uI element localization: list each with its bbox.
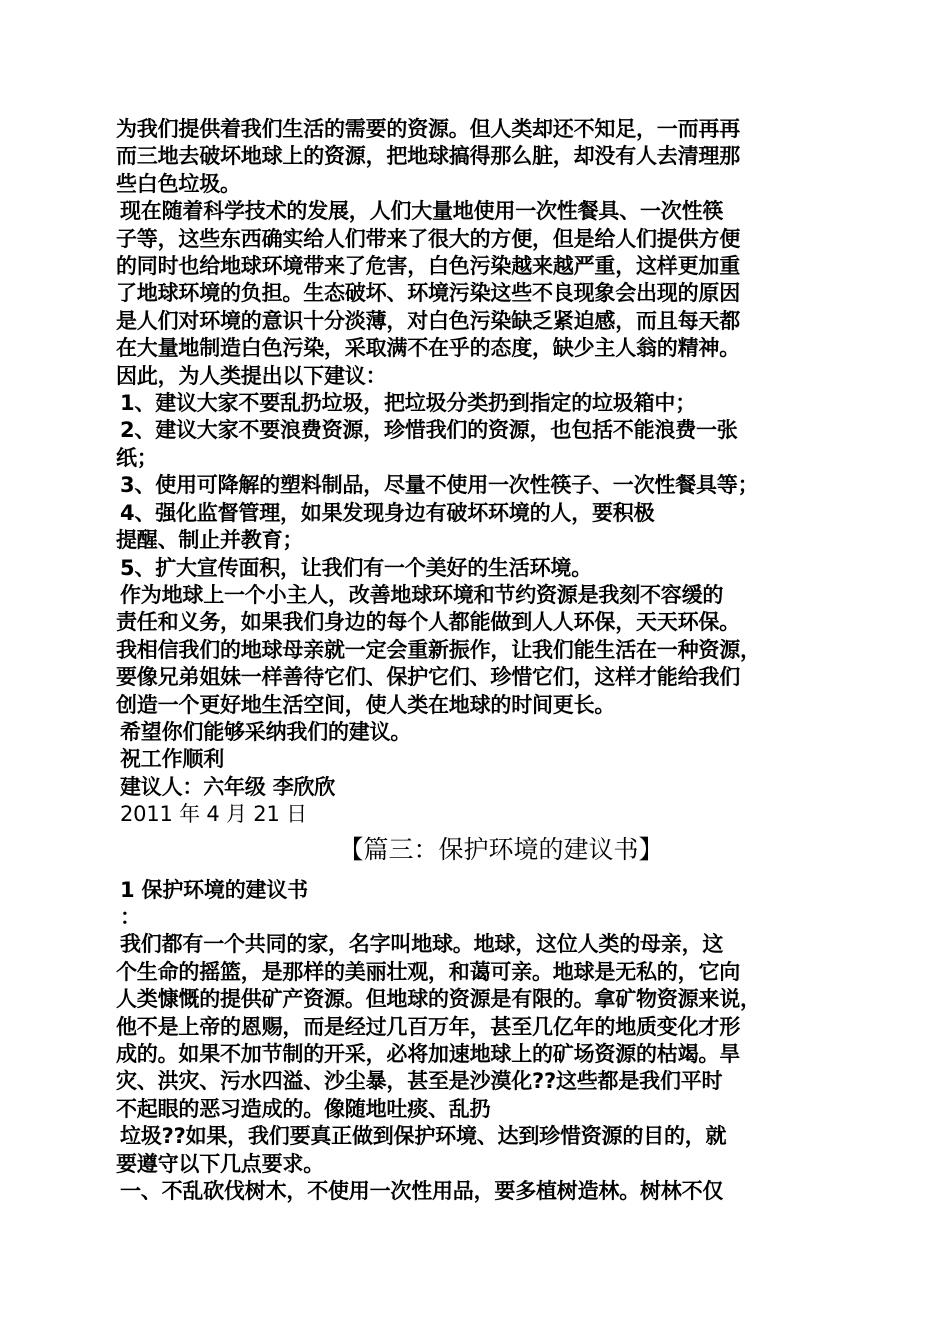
text-line: 子等，这些东西确实给人们带来了很大的方便，但是给人们提供方便 xyxy=(116,226,740,251)
section-2 xyxy=(116,877,846,1206)
text-line: 纸； xyxy=(116,445,158,470)
section-heading: 【篇三：保护环境的建议书】 xyxy=(338,834,664,864)
text-line: 因此，为人类提出以下建议： xyxy=(116,363,387,388)
suggestion-4: 4、强化监督管理，如果发现身边有破坏环境的人，要积极 xyxy=(120,500,655,525)
text-line: 作为地球上一个小主人，改善地球环境和节约资源是我刻不容缓的 xyxy=(120,582,724,607)
text-line: 创造一个更好地生活空间，使人类在地球的时间更长。 xyxy=(116,692,616,717)
text-line: 是人们对环境的意识十分淡薄，对白色污染缺乏紧迫感，而且每天都 xyxy=(116,308,740,333)
text-line: 不起眼的恶习造成的。像随地吐痰、乱扔 xyxy=(116,1096,491,1121)
suggestion-1: 1、建议大家不要乱扔垃圾，把垃圾分类扔到指定的垃圾箱中； xyxy=(120,391,697,416)
text-line: 而三地去破坏地球上的资源，把地球搞得那么脏，却没有人去清理那 xyxy=(116,144,740,169)
suggestion-3: 3、使用可降解的塑料制品，尽量不使用一次性筷子、一次性餐具等； xyxy=(120,473,759,498)
text-line: 他不是上帝的恩赐，而是经过几百万年，甚至几亿年的地质变化才形 xyxy=(116,1014,740,1039)
text-line: 些白色垃圾。 xyxy=(116,171,241,196)
text-line: 成的。如果不加节制的开采，必将加速地球上的矿场资源的枯竭。旱 xyxy=(116,1042,740,1066)
text-line: 要遵守以下几点要求。 xyxy=(116,1151,324,1176)
text-line: 了地球环境的负担。生态破坏、环境污染这些不良现象会出现的原因 xyxy=(116,281,740,306)
text-line: 的同时也给地球环境带来了危害，白色污染越来越严重，这样更加重 xyxy=(116,254,740,279)
text-line: 现在随着科学技术的发展，人们大量地使用一次性餐具、一次性筷 xyxy=(120,199,724,224)
text-line: 人类慷慨的提供矿产资源。但地球的资源是有限的。拿矿物资源来说， xyxy=(116,987,761,1012)
section-1 xyxy=(116,116,846,829)
text-line: 为我们提供着我们生活的需要的资源。但人类却还不知足，一而再再 xyxy=(116,117,740,141)
closing-line: 希望你们能够采纳我们的建议。 xyxy=(120,719,412,744)
text-line: 我相信我们的地球母亲就一定会重新振作，让我们能生活在一种资源， xyxy=(116,637,761,662)
signature-line: 建议人：六年级 李欣欣 xyxy=(120,774,336,799)
text-line: 灾、洪灾、污水四溢、沙尘暴，甚至是沙漠化??这些都是我们平时 xyxy=(116,1069,723,1094)
suggestion-2: 2、建议大家不要浪费资源，珍惜我们的资源，也包括不能浪费一张 xyxy=(120,418,738,443)
text-line: 提醒、制止并教育； xyxy=(116,528,304,553)
document-page xyxy=(116,116,846,1205)
letter-title: 1 保护环境的建议书 xyxy=(120,877,308,902)
closing-wish: 祝工作顺利 xyxy=(120,747,224,772)
text-line: 我们都有一个共同的家，名字叫地球。地球，这位人类的母亲，这 xyxy=(120,932,724,957)
text-line: 要像兄弟姐妹一样善待它们、保护它们、珍惜它们，这样才能给我们 xyxy=(116,665,740,690)
date-line: 2011 年 4 月 21 日 xyxy=(120,802,307,827)
salutation: ： xyxy=(120,904,141,929)
suggestion-5: 5、扩大宣传面积，让我们有一个美好的生活环境。 xyxy=(120,555,593,580)
text-line: 在大量地制造白色污染，采取满不在乎的态度，缺少主人翁的精神。 xyxy=(116,336,740,361)
text-line: 个生命的摇篮，是那样的美丽壮观，和蔼可亲。地球是无私的，它向 xyxy=(116,959,740,984)
text-line: 责任和义务，如果我们身边的每个人都能做到人人环保，天天环保。 xyxy=(116,610,740,635)
text-line: 一、不乱砍伐树木，不使用一次性用品，要多植树造林。树林不仅 xyxy=(120,1179,724,1204)
text-line: 垃圾??如果，我们要真正做到保护环境、达到珍惜资源的目的，就 xyxy=(120,1124,727,1149)
